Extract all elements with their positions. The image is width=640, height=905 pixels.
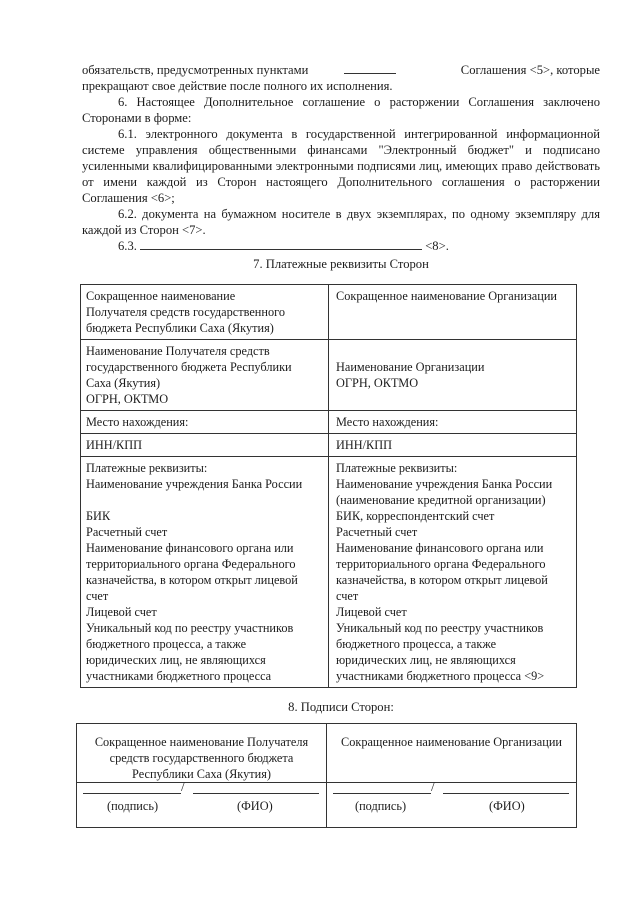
table-row [81,285,577,340]
cell-line: Платежные реквизиты: [336,461,458,475]
organization-inn-cell [329,434,577,457]
signature-label: (подпись) [107,799,159,813]
cell-line: Сокращенное наименование Организации [336,289,557,303]
organization-signature-head [327,724,576,782]
intro-line-1-text: обязательств, предусмотренных пунктами [82,63,309,77]
cell-line: бюджетного процесса, а также [336,637,497,651]
table-row [81,457,577,688]
signature-label: (подпись) [355,799,407,813]
cell-line: средств государственного бюджета [109,751,294,765]
recipient-signature-head [77,724,326,782]
cell-line: казначейства, в котором открыт лицевой [86,573,298,587]
section-8-title: 8. Подписи Сторон: [288,700,394,714]
cell-line: Наименование финансового органа или [336,541,544,555]
cell-line: ИНН/КПП [336,438,393,452]
signature-separator: / [181,779,185,794]
fio-underline [193,793,319,794]
table-row [77,783,577,828]
cell-line: бюджетного процесса, а также [86,637,247,651]
organization-signature-line [327,779,576,827]
organization-payment-details-cell [329,457,577,688]
cell-line: территориального органа Федерального [336,557,546,571]
table-row [81,434,577,457]
recipient-inn-cell [81,434,329,457]
intro-line-1 [82,62,600,78]
fio-label: (ФИО) [237,799,273,813]
cell-line: Наименование финансового органа или [86,541,294,555]
signatures-table [76,723,577,828]
recipient-signature-line [77,779,326,827]
paragraph-6-3-num: 6.3. [118,239,137,253]
clause-blank [344,62,396,74]
cell-line: БИК, корреспондентский счет [336,509,495,523]
recipient-location-cell [81,411,329,434]
cell-line: территориального органа Федерального [86,557,296,571]
cell-line: Наименование Организации [336,360,485,374]
paragraph-6-3 [82,238,600,254]
recipient-signature-head-cell [77,724,327,783]
recipient-signature-line-cell [77,779,327,828]
cell-line: Наименование Получателя средств [86,344,270,358]
recipient-short-name-cell [81,285,329,340]
organization-name-cell [329,340,577,411]
cell-line: Расчетный счет [86,525,168,539]
intro-block [82,62,600,254]
cell-line: Саха (Якутия) [86,376,161,390]
table-row [81,411,577,434]
cell-line: государственного бюджета Республики [86,360,292,374]
cell-line: счет [336,589,359,603]
fio-underline [443,793,569,794]
organization-signature-head-cell [327,724,577,783]
table-row [77,724,577,783]
cell-line: юридических лиц, не являющихся [86,653,266,667]
paragraph-6-3-blank [140,238,422,250]
cell-line: счет [86,589,109,603]
cell-line: юридических лиц, не являющихся [336,653,516,667]
organization-short-name-cell [329,285,577,340]
cell-line: казначейства, в котором открыт лицевой [336,573,548,587]
cell-line: бюджета Республики Саха (Якутия) [86,321,274,335]
cell-line: участниками бюджетного процесса <9> [336,669,545,683]
cell-line [86,492,323,508]
cell-line: (наименование кредитной организации) [336,493,546,507]
cell-line: ОГРН, ОКТМО [336,376,419,390]
paragraph-6-2: 6.2. документа на бумажном носителе в двух экземплярах, по одному экземпляру для каждой из Сторон <7>. [82,207,600,237]
cell-line: Место нахождения: [336,415,439,429]
cell-line: Уникальный код по реестру участников [86,621,294,635]
cell-line: участниками бюджетного процесса [86,669,272,683]
cell-line: Наименование учреждения Банка России [336,477,553,491]
cell-line: ОГРН, ОКТМО [86,392,169,406]
cell-line [336,343,571,359]
cell-line: Платежные реквизиты: [86,461,208,475]
cell-line: Расчетный счет [336,525,418,539]
fio-label: (ФИО) [489,799,525,813]
table-row [81,340,577,411]
cell-line: Наименование учреждения Банка России [86,477,303,491]
cell-line: Уникальный код по реестру участников [336,621,544,635]
signature-underline [83,793,181,794]
cell-line: Место нахождения: [86,415,189,429]
cell-line: БИК [86,509,111,523]
recipient-name-cell [81,340,329,411]
signature-separator: / [431,779,435,794]
paragraph-6: 6. Настоящее Дополнительное соглашение о расторжении Соглашения заключено Сторонами в форме: [82,95,600,125]
intro-line-1-end: Соглашения <5>, которые [460,63,600,77]
organization-signature-line-cell [327,779,577,828]
cell-line: Получателя средств государственного [86,305,285,319]
cell-line: ИНН/КПП [86,438,143,452]
organization-location-cell [329,411,577,434]
cell-line: Республики Саха (Якутия) [132,767,271,781]
paragraph-6-3-end: <8>. [425,239,449,253]
section-7-title: 7. Платежные реквизиты Сторон [253,257,429,271]
intro-line-2: прекращают свое действие после полного их исполнения. [82,79,393,93]
signature-underline [333,793,431,794]
cell-line: Сокращенное наименование [86,289,236,303]
cell-line: Сокращенное наименование Организации [341,735,562,749]
cell-line: Сокращенное наименование Получателя [94,735,309,749]
payment-details-table [80,284,577,688]
cell-line: Лицевой счет [336,605,407,619]
paragraph-6-1: 6.1. электронного документа в государственной интегрированной информационной системе управления общественными финансами "Электронный бюджет" и подписано усиленными квалифицированными электронными подписями лиц, имеющих право действовать от имени каждой из Сторон настоящего Дополнительного соглашения о расторжении Соглашения <6>; [82,127,600,205]
cell-line: Лицевой счет [86,605,157,619]
recipient-payment-details-cell [81,457,329,688]
